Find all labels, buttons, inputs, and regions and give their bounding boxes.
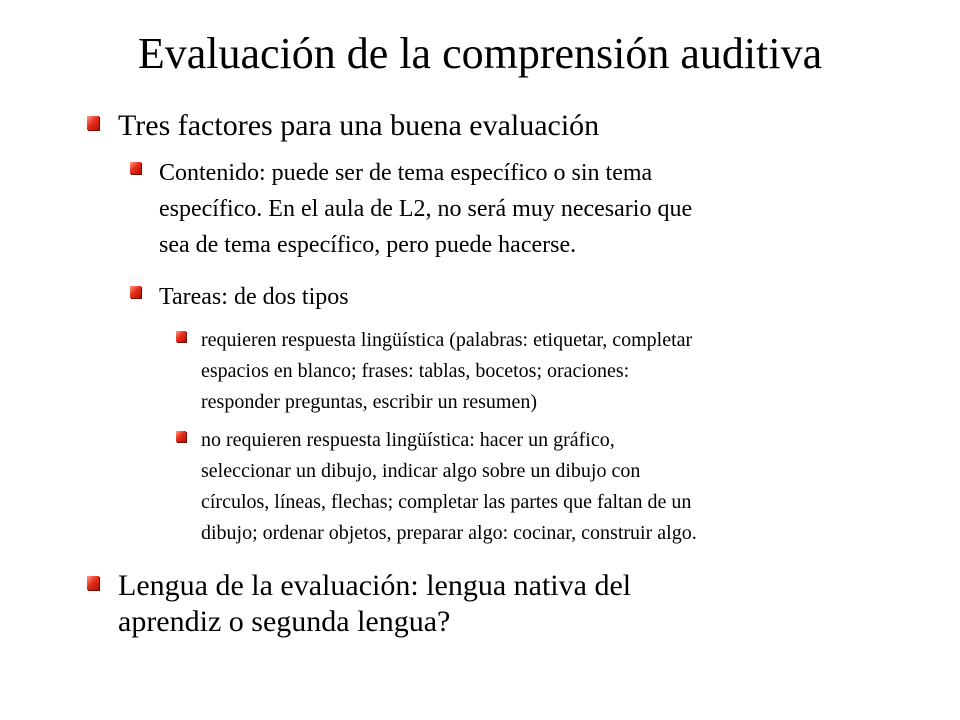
bullet-item-level2 bbox=[159, 279, 349, 315]
bullet-text-line: responder preguntas, escribir un resumen) bbox=[201, 391, 537, 413]
bullet-text-line: sea de tema específico, pero puede hacerse. bbox=[159, 232, 577, 258]
bullet-text-line: Tareas: de dos tipos bbox=[159, 284, 349, 310]
square-bullet-icon bbox=[130, 162, 141, 174]
bullet-text bbox=[159, 279, 349, 315]
bullet-text-line: no requieren respuesta lingüística: hacer un gráfico, bbox=[201, 429, 615, 451]
square-bullet-icon bbox=[87, 116, 99, 130]
square-bullet-icon bbox=[176, 331, 186, 342]
bullet-text-line: espacios en blanco; frases: tablas, bocetos; oraciones: bbox=[201, 360, 630, 382]
bullet-item-level2 bbox=[159, 155, 692, 263]
bullet-text-line: Contenido: puede ser de tema específico o sin tema bbox=[159, 160, 653, 186]
bullet-text-line: círculos, líneas, flechas; completar las partes que faltan de un bbox=[201, 491, 692, 513]
bullet-item-level3 bbox=[201, 325, 692, 418]
bullet-text-line: seleccionar un dibujo, indicar algo sobre un dibujo con bbox=[201, 460, 641, 482]
slide-title: Evaluación de la comprensión auditiva bbox=[137, 29, 823, 78]
bullet-text bbox=[118, 568, 631, 640]
bullet-text-line: requieren respuesta lingüística (palabras: etiquetar, completar bbox=[201, 329, 693, 351]
bullet-item-level1 bbox=[118, 568, 631, 640]
bullet-text-line: Lengua de la evaluación: lengua nativa del bbox=[118, 569, 632, 602]
square-bullet-icon bbox=[130, 286, 141, 298]
bullet-text-line: dibujo; ordenar objetos, preparar algo: cocinar, construir algo. bbox=[201, 522, 697, 544]
square-bullet-icon bbox=[176, 431, 186, 442]
bullet-item-level3 bbox=[201, 425, 697, 549]
bullet-text-line: aprendiz o segunda lengua? bbox=[118, 605, 451, 638]
bullet-text-line: Tres factores para una buena evaluación bbox=[118, 109, 600, 142]
square-bullet-icon bbox=[87, 576, 99, 590]
bullet-text bbox=[118, 108, 599, 144]
bullet-item-level1 bbox=[118, 108, 599, 144]
bullet-text-line: específico. En el aula de L2, no será muy necesario que bbox=[159, 196, 693, 222]
bullet-text bbox=[201, 325, 692, 418]
bullet-text bbox=[201, 425, 697, 549]
bullet-text bbox=[159, 155, 692, 263]
